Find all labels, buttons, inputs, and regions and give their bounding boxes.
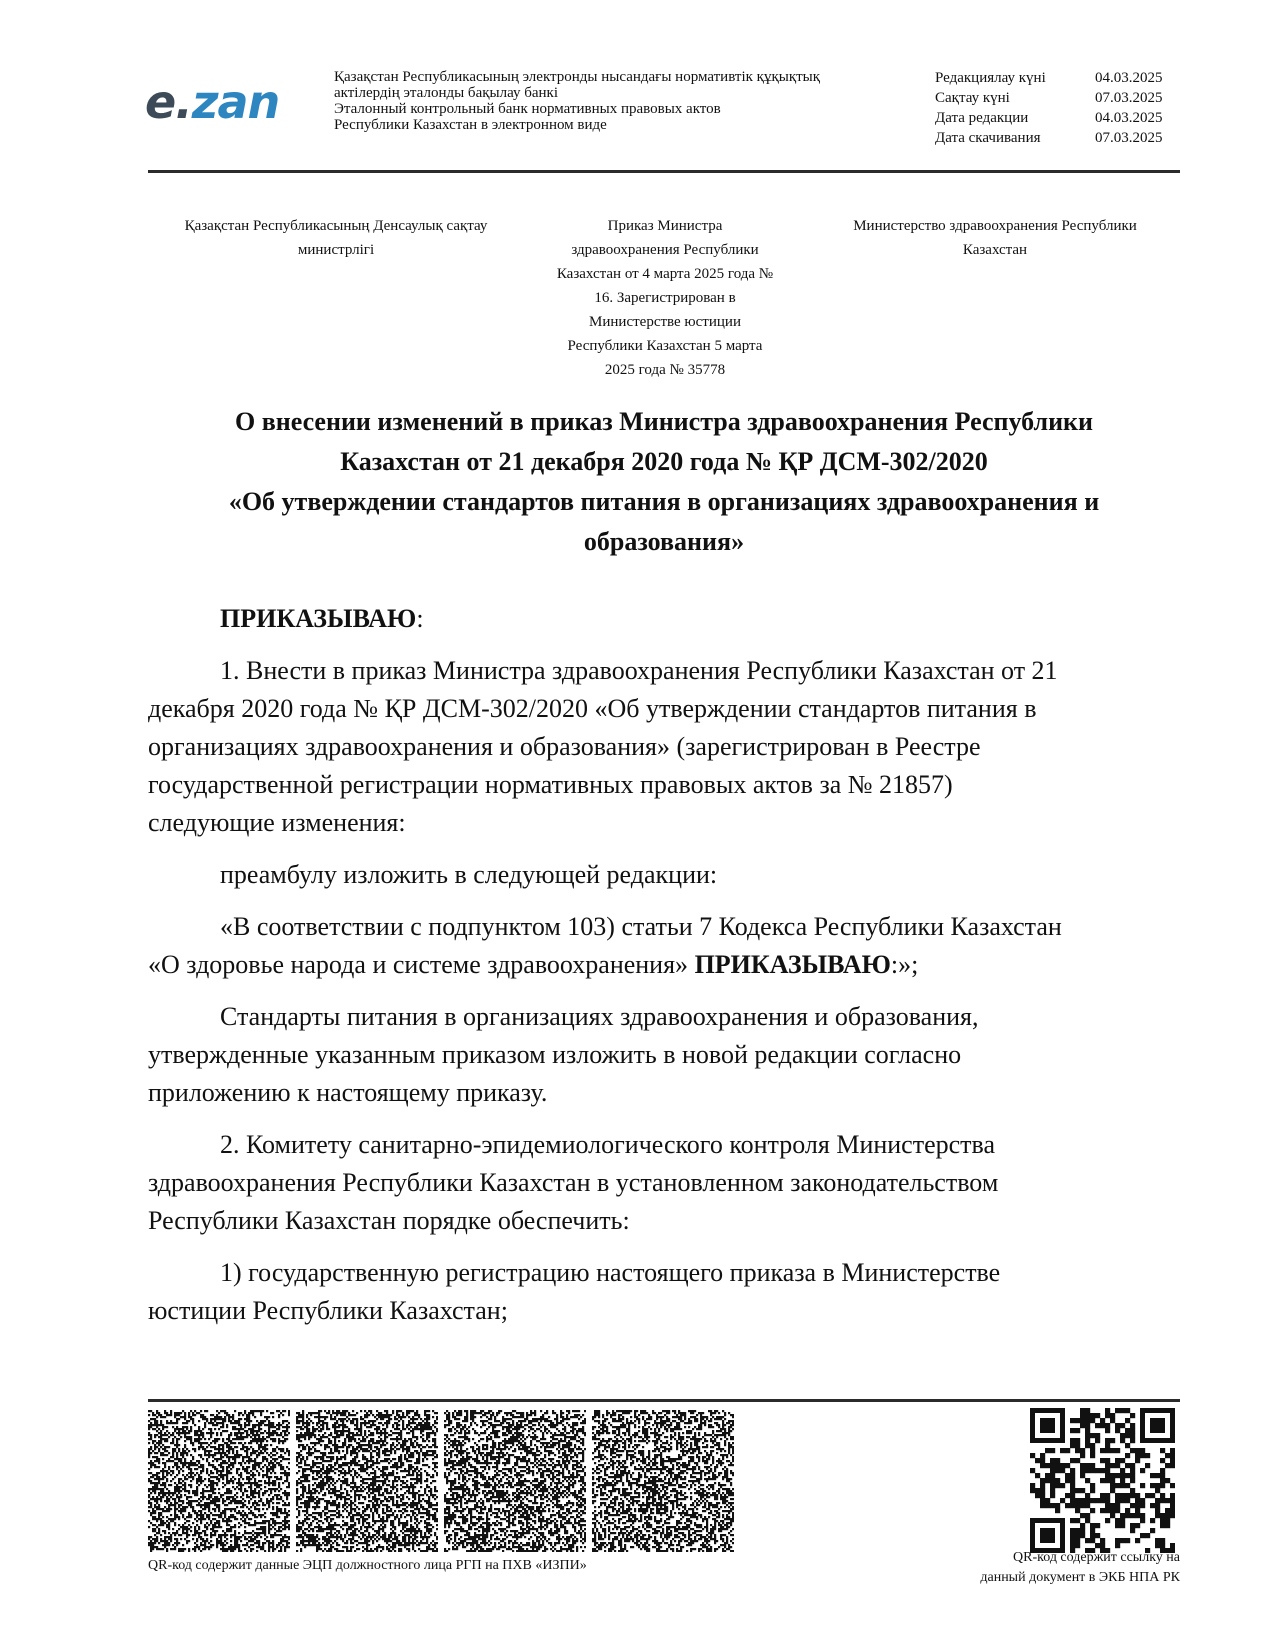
document-body [148, 600, 1180, 1330]
title-line: «Об утверждении стандартов питания в организациях здравоохранения и [228, 487, 1100, 516]
paragraph-line: Республики Казахстан порядке обеспечить: [148, 1206, 630, 1235]
order-heading [148, 600, 1180, 638]
preamble-end: :»; [890, 950, 919, 979]
order-word: ПРИКАЗЫВАЮ [220, 604, 417, 633]
meta-row [935, 108, 1180, 128]
order-info-line: 16. Зарегистрирован в [594, 290, 736, 306]
meta-label: Сақтау күні [935, 90, 1010, 106]
paragraph-line: Стандарты питания в организациях здравоохранения и образования, [220, 1002, 979, 1031]
paragraph-5 [148, 1126, 1180, 1240]
paragraph-6 [148, 1254, 1180, 1330]
paragraph-line: юстиции Республики Казахстан; [148, 1296, 508, 1325]
paragraph-4 [148, 998, 1180, 1112]
paragraph-line: преамбулу изложить в следующей редакции: [220, 860, 718, 889]
title-line: образования» [583, 527, 745, 556]
meta-value: 07.03.2025 [1095, 130, 1163, 146]
preamble-text: «О здоровье народа и системе здравоохранения» [148, 950, 695, 979]
document-link-qr-code[interactable] [1030, 1408, 1175, 1553]
link-qr-caption-line: данный документ в ЭКБ НПА РК [980, 1570, 1180, 1585]
signature-qr-caption: QR-код содержит данные ЭЦП должностного лица РГП на ПХВ «ИЗПИ» [148, 1558, 587, 1573]
source-line: Қазақстан Республикасының электронды нысандағы нормативтік құқықтық [334, 69, 821, 85]
source-line: Эталонный контрольный банк нормативных правовых актов [334, 101, 721, 117]
signature-qr-code [296, 1410, 438, 1552]
source-line: Республики Казахстан в электронном виде [334, 117, 607, 133]
order-registration-info [534, 214, 796, 382]
paragraph-3 [148, 908, 1180, 984]
meta-row [935, 68, 1180, 88]
ministry-name-kz [160, 214, 512, 262]
meta-value: 07.03.2025 [1095, 90, 1163, 106]
footer-divider [148, 1399, 1180, 1402]
meta-label: Дата редакции [935, 110, 1029, 126]
order-info-line: здравоохранения Республики [571, 242, 759, 258]
ministry-name-ru [820, 214, 1170, 262]
paragraph-2 [148, 856, 1180, 894]
header-divider [148, 170, 1180, 173]
order-info-line: Казахстан от 4 марта 2025 года № [556, 266, 774, 282]
source-line: актілердің эталонды бақылау банкі [334, 85, 558, 101]
order-info-line: Республики Казахстан 5 марта [567, 338, 763, 354]
order-info-line: Приказ Министра [607, 218, 723, 234]
ministry-ru-line: Казахстан [962, 242, 1028, 258]
meta-label: Редакциялау күні [935, 70, 1046, 86]
ministry-kz-line: Қазақстан Республикасының Денсаулық сақтау [184, 218, 488, 234]
ezan-logo: e.zan [145, 75, 280, 129]
paragraph-line: приложению к настоящему приказу. [148, 1078, 548, 1107]
meta-label: Дата скачивания [935, 130, 1041, 146]
paragraph-line [148, 946, 1180, 984]
paragraph-1 [148, 652, 1180, 842]
paragraph-line: 1) государственную регистрацию настоящего приказа в Министерстве [220, 1258, 1001, 1287]
meta-row [935, 128, 1180, 148]
source-description [334, 69, 894, 133]
edition-dates [935, 68, 1180, 148]
paragraph-line: 1. Внести в приказ Министра здравоохранения Республики Казахстан от 21 [220, 656, 1058, 685]
order-colon: : [416, 604, 424, 633]
signature-qr-code [592, 1410, 734, 1552]
preamble-order-word: ПРИКАЗЫВАЮ [694, 950, 891, 979]
paragraph-line: «В соответствии с подпунктом 103) статьи 7 Кодекса Республики Казахстан [220, 912, 1062, 941]
meta-value: 04.03.2025 [1095, 70, 1163, 86]
paragraph-line: декабря 2020 года № ҚР ДСМ-302/2020 «Об утверждении стандартов питания в [148, 694, 1037, 723]
signature-qr-code [444, 1410, 586, 1552]
paragraph-line: следующие изменения: [148, 808, 406, 837]
paragraph-line: утвержденные указанным приказом изложить в новой редакции согласно [148, 1040, 962, 1069]
paragraph-line: здравоохранения Республики Казахстан в установленном законодательством [148, 1168, 999, 1197]
order-info-line: 2025 года № 35778 [604, 362, 726, 378]
document-title [148, 402, 1180, 562]
paragraph-line: организациях здравоохранения и образования» (зарегистрирован в Реестре [148, 732, 981, 761]
meta-row [935, 88, 1180, 108]
ministry-kz-line: министрлігі [297, 242, 375, 258]
link-qr-caption [900, 1548, 1180, 1588]
paragraph-line: 2. Комитету санитарно-эпидемиологического контроля Министерства [220, 1130, 995, 1159]
meta-value: 04.03.2025 [1095, 110, 1163, 126]
link-qr-caption-line: QR-код содержит ссылку на [1013, 1550, 1180, 1565]
paragraph-line: государственной регистрации нормативных правовых актов за № 21857) [148, 770, 953, 799]
order-info-line: Министерстве юстиции [589, 314, 741, 330]
signature-qr-code [148, 1410, 290, 1552]
title-line: О внесении изменений в приказ Министра здравоохранения Республики [234, 407, 1094, 436]
ministry-ru-line: Министерство здравоохранения Республики [853, 218, 1137, 234]
title-line: Казахстан от 21 декабря 2020 года № ҚР ДСМ-302/2020 [340, 447, 988, 476]
